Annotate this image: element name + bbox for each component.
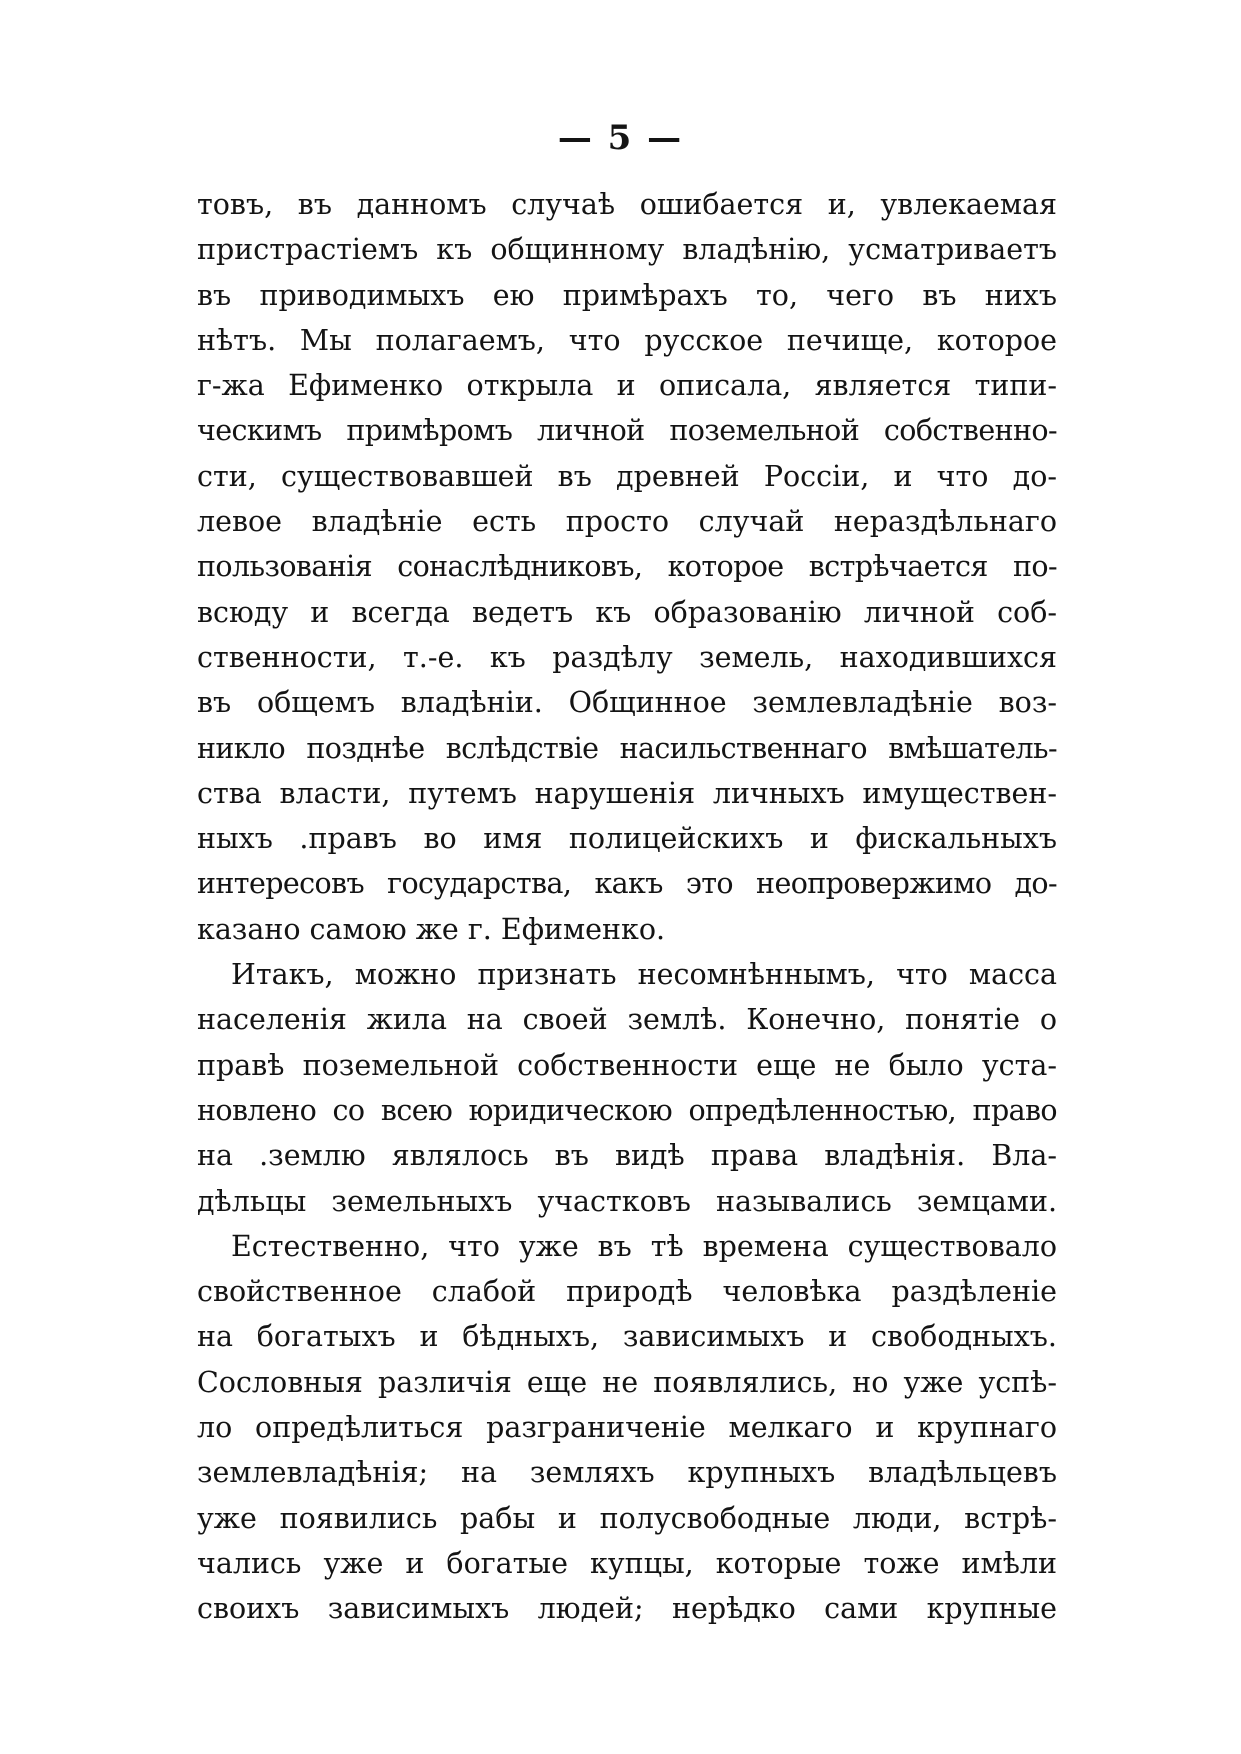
text-line: ства власти, путемъ нарушенія личныхъ имуществен- xyxy=(197,776,1057,810)
text-line: землевладѣнія; на земляхъ крупныхъ владѣльцевъ xyxy=(197,1456,1057,1490)
text-line: своихъ зависимыхъ людей; нерѣдко сами крупные xyxy=(197,1592,1057,1626)
text-line: левое владѣніе есть просто случай нераздѣльнаго xyxy=(197,505,1057,539)
page-number: — 5 — xyxy=(557,118,684,158)
text-line: сти, существовавшей въ древней Россіи, и что до- xyxy=(197,459,1057,493)
text-line: чались уже и богатые купцы, которые тоже имѣли xyxy=(197,1546,1057,1580)
paragraph-start-line: Естественно, что уже въ тѣ времена существовало xyxy=(231,1229,1057,1263)
text-line: на .землю являлось въ видѣ права владѣнія. Вла- xyxy=(197,1139,1057,1173)
text-line: въ приводимыхъ ею примѣрахъ то, чего въ нихъ xyxy=(197,278,1057,312)
text-line: въ общемъ владѣніи. Общинное землевладѣніе воз- xyxy=(197,686,1057,720)
text-line: всюду и всегда ведетъ къ образованію личной соб- xyxy=(197,595,1057,629)
body-text xyxy=(197,182,1057,1632)
text-line: ныхъ .правъ во имя полицейскихъ и фискальныхъ xyxy=(197,822,1057,856)
text-line: нѣтъ. Мы полагаемъ, что русское печище, которое xyxy=(197,323,1057,357)
text-line: ственности, т.-е. къ раздѣлу земель, находившихся xyxy=(197,640,1057,674)
text-line: свойственное слабой природѣ человѣка раздѣленіе xyxy=(197,1275,1057,1309)
text-line: дѣльцы земельныхъ участковъ назывались земцами. xyxy=(197,1184,1057,1218)
text-line: уже появились рабы и полусвободные люди, встрѣ- xyxy=(197,1501,1057,1535)
text-line: Сословныя различія еще не появлялись, но уже успѣ- xyxy=(197,1365,1057,1399)
paragraph-start-line: Итакъ, можно признать несомнѣннымъ, что масса xyxy=(231,958,1057,992)
text-line: населенія жила на своей землѣ. Конечно, понятіе о xyxy=(197,1003,1057,1037)
text-line: правѣ поземельной собственности еще не было уста- xyxy=(197,1048,1057,1082)
text-line: пользованія сонаслѣдниковъ, которое встрѣчается по- xyxy=(197,550,1057,584)
text-line: новлено со всею юридическою опредѣленностью, право xyxy=(197,1093,1057,1127)
text-line: г-жа Ефименко открыла и описала, является типи- xyxy=(197,369,1057,403)
text-line: пристрастіемъ къ общинному владѣнію, усматриваетъ xyxy=(197,233,1057,267)
text-line: ло опредѣлиться разграниченіе мелкаго и крупнаго xyxy=(197,1411,1057,1445)
text-line: на богатыхъ и бѣдныхъ, зависимыхъ и свободныхъ. xyxy=(197,1320,1057,1354)
text-line: никло позднѣе вслѣдствіе насильственнаго вмѣшатель- xyxy=(197,731,1057,765)
text-line: ческимъ примѣромъ личной поземельной собственно- xyxy=(197,414,1057,448)
text-line: товъ, въ данномъ случаѣ ошибается и, увлекаемая xyxy=(197,188,1057,221)
text-line: интересовъ государства, какъ это неопровержимо до- xyxy=(197,867,1057,901)
text-line: казано самою же г. Ефименко. xyxy=(197,912,666,946)
